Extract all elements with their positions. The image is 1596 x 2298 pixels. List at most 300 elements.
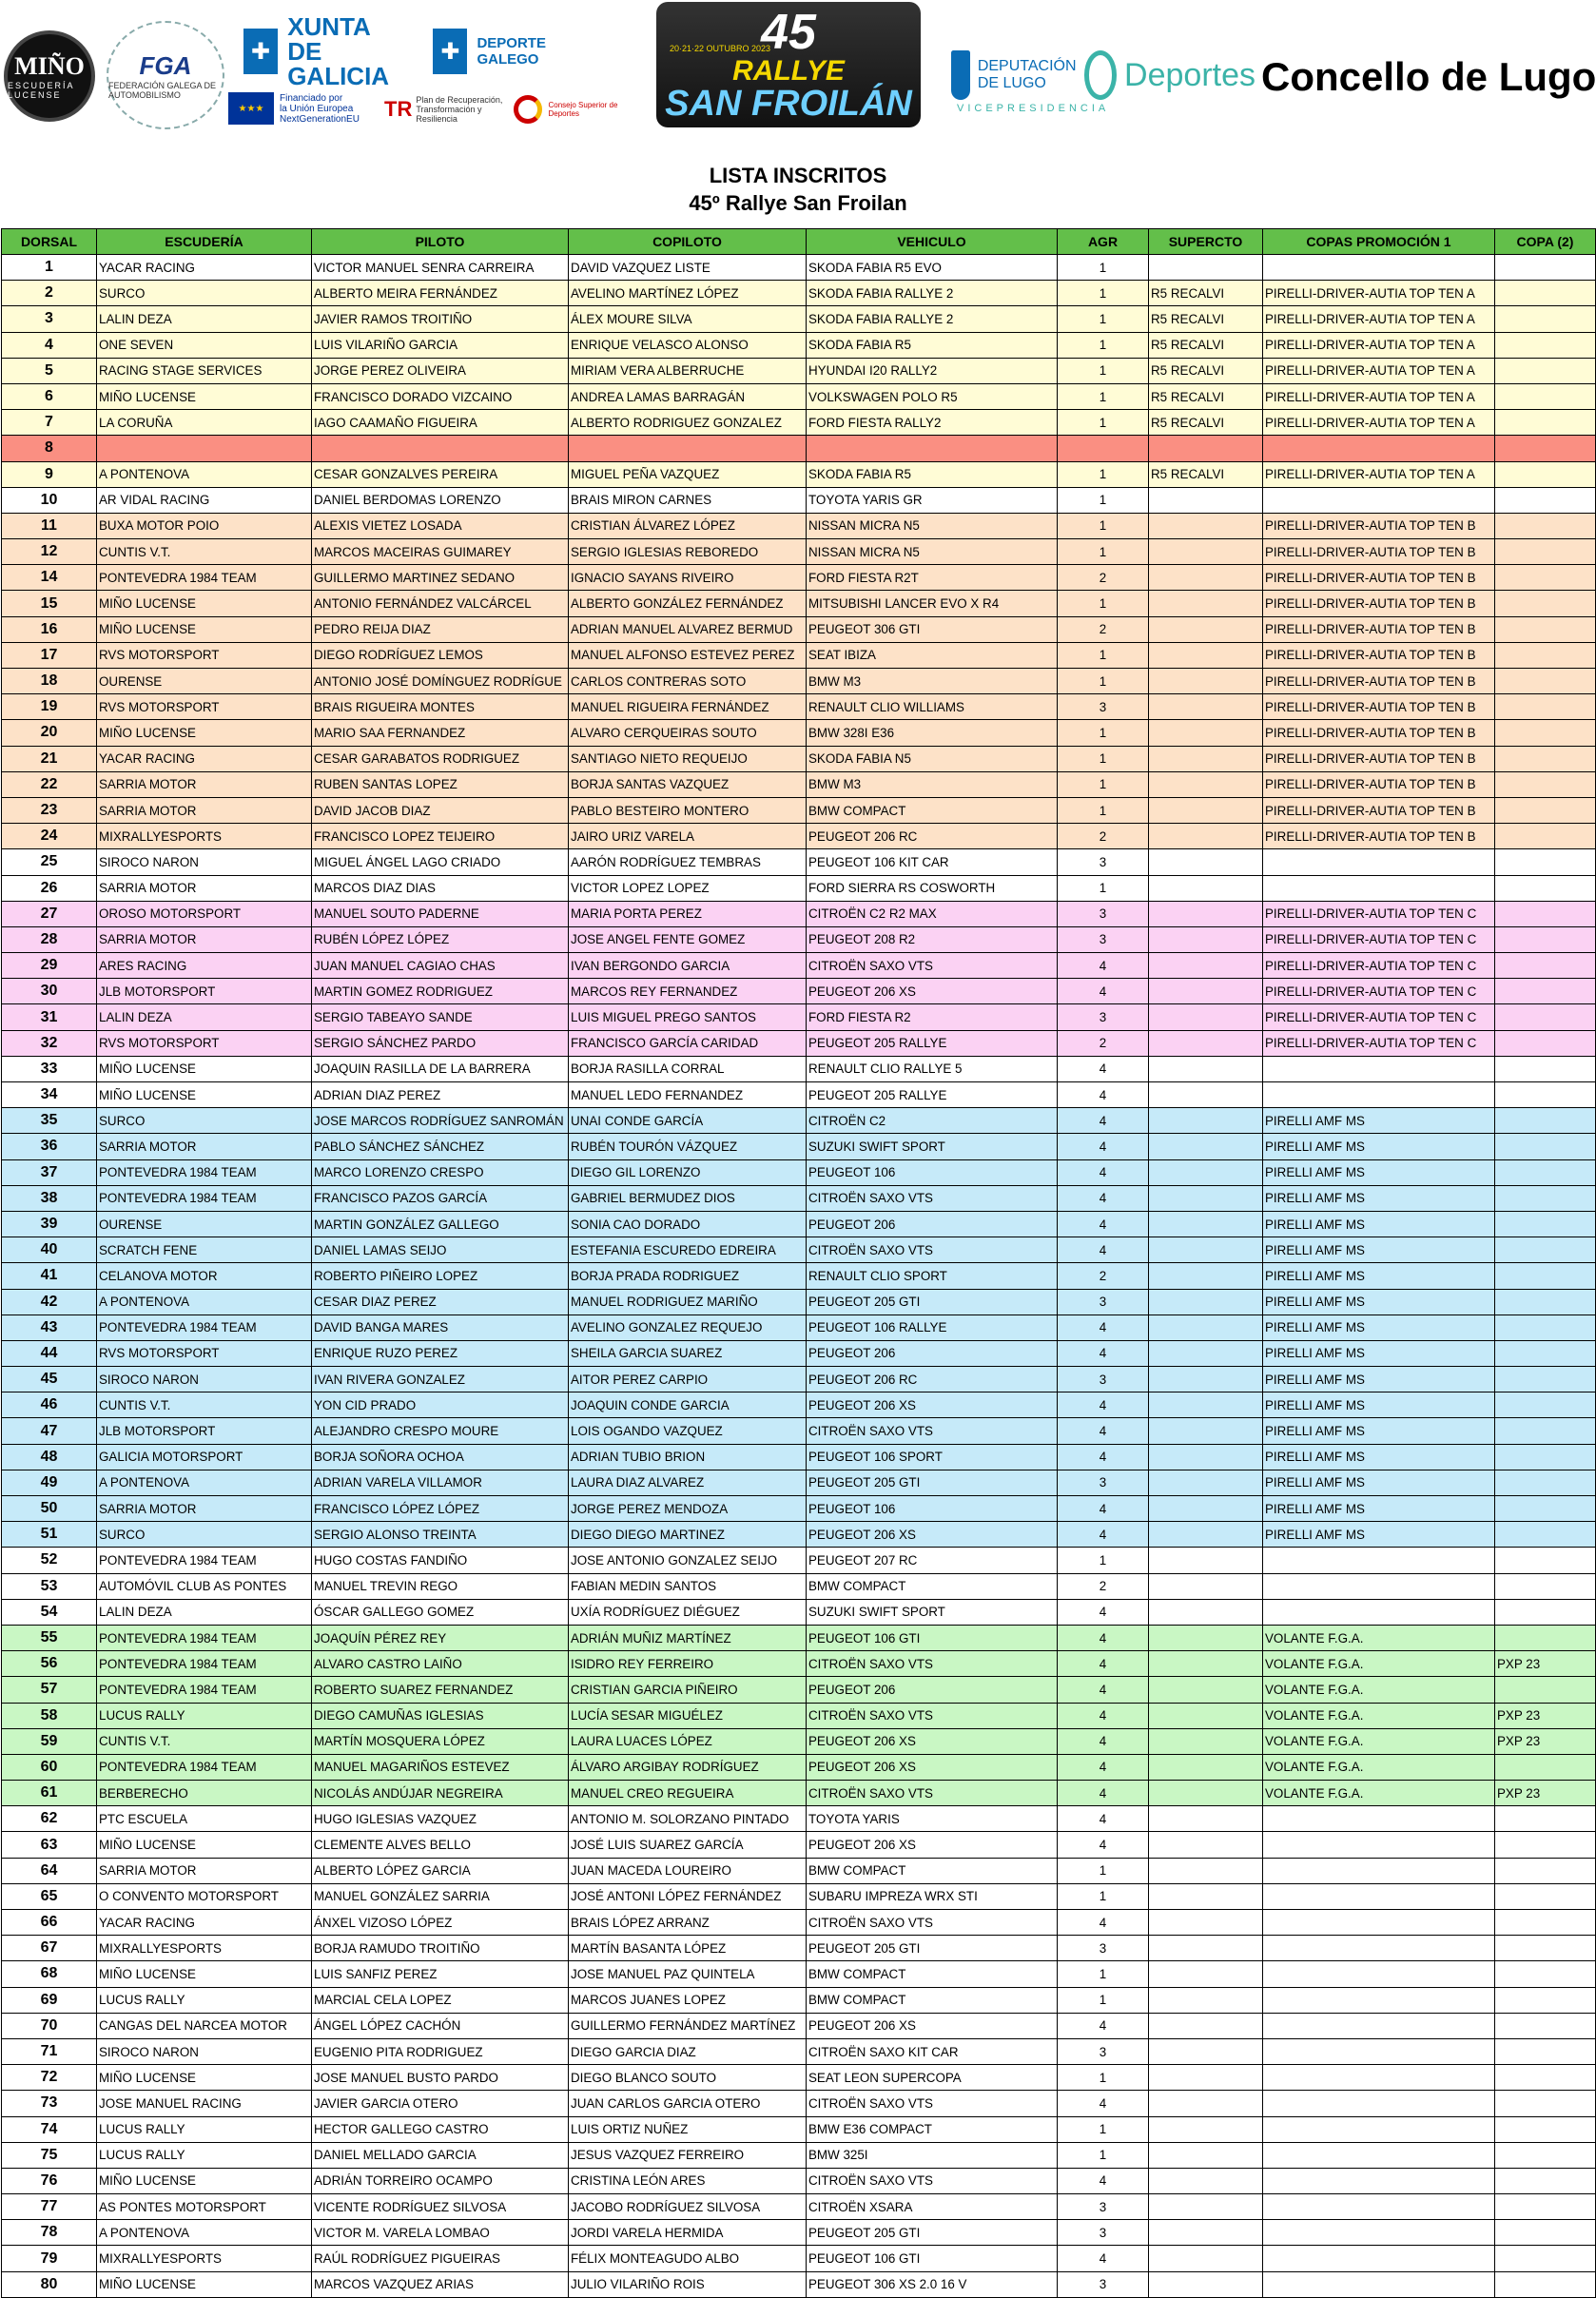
deportes-circles-icon <box>1084 50 1117 100</box>
cell-piloto: MANUEL MAGARIÑOS ESTEVEZ <box>312 1754 569 1780</box>
cell-vehiculo: PEUGEOT 206 XS <box>807 1832 1058 1858</box>
cell-escuderia: MIÑO LUCENSE <box>97 591 312 616</box>
cell-copa1 <box>1263 2091 1495 2116</box>
cell-copa2: PXP 23 <box>1495 1703 1596 1728</box>
cell-agr: 4 <box>1058 2168 1149 2193</box>
cell-escuderia: CUNTIS V.T. <box>97 539 312 565</box>
cell-vehiculo <box>807 436 1058 461</box>
cell-supercto <box>1149 1496 1263 1522</box>
cell-escuderia: PONTEVEDRA 1984 TEAM <box>97 1677 312 1703</box>
cell-piloto: DAVID JACOB DIAZ <box>312 797 569 823</box>
cell-copa2 <box>1495 306 1596 332</box>
table-row <box>2 1185 1596 1211</box>
rally-date: 20·21·22 OUTUBRO 2023 <box>670 44 771 53</box>
cell-dorsal: 47 <box>2 1418 97 1444</box>
cell-copiloto: JESUS VAZQUEZ FERREIRO <box>569 2142 807 2168</box>
cell-dorsal: 12 <box>2 539 97 565</box>
cell-copiloto: DIEGO GARCIA DIAZ <box>569 2038 807 2064</box>
cell-vehiculo: PEUGEOT 205 GTI <box>807 1470 1058 1495</box>
cell-copa1: PIRELLI-DRIVER-AUTIA TOP TEN B <box>1263 669 1495 694</box>
cell-supercto <box>1149 591 1263 616</box>
cell-piloto: ROBERTO SUAREZ FERNANDEZ <box>312 1677 569 1703</box>
cell-escuderia: SIROCO NARON <box>97 849 312 875</box>
cell-agr: 2 <box>1058 616 1149 642</box>
cell-escuderia: ONE SEVEN <box>97 332 312 358</box>
deputacion-crest-icon <box>951 50 970 100</box>
cell-copa2 <box>1495 1004 1596 1030</box>
cell-dorsal: 59 <box>2 1728 97 1754</box>
cell-escuderia: LALIN DEZA <box>97 306 312 332</box>
table-row <box>2 1522 1596 1548</box>
cell-escuderia: OURENSE <box>97 669 312 694</box>
cell-escuderia <box>97 436 312 461</box>
cell-copa2 <box>1495 1806 1596 1832</box>
cell-supercto <box>1149 1703 1263 1728</box>
cell-copa1 <box>1263 1082 1495 1108</box>
cell-dorsal: 80 <box>2 2271 97 2297</box>
cell-agr: 4 <box>1058 953 1149 979</box>
table-row <box>2 1367 1596 1392</box>
cell-agr: 4 <box>1058 1340 1149 1366</box>
cell-vehiculo: PEUGEOT 206 XS <box>807 2013 1058 2038</box>
cell-escuderia: CUNTIS V.T. <box>97 1392 312 1418</box>
cell-copiloto: JOSE MANUEL PAZ QUINTELA <box>569 1961 807 1987</box>
cell-dorsal: 21 <box>2 746 97 771</box>
cell-agr: 4 <box>1058 2091 1149 2116</box>
cell-piloto: ANTONIO FERNÁNDEZ VALCÁRCEL <box>312 591 569 616</box>
cell-agr: 1 <box>1058 1961 1149 1987</box>
cell-piloto: CESAR GARABATOS RODRIGUEZ <box>312 746 569 771</box>
cell-escuderia: PONTEVEDRA 1984 TEAM <box>97 1185 312 1211</box>
cell-copa2 <box>1495 2271 1596 2297</box>
cell-copa2 <box>1495 616 1596 642</box>
cell-copa1 <box>1263 1961 1495 1987</box>
cell-piloto: MIGUEL ÁNGEL LAGO CRIADO <box>312 849 569 875</box>
cell-copiloto: BRAIS MIRON CARNES <box>569 487 807 513</box>
cell-dorsal: 62 <box>2 1806 97 1832</box>
cell-agr: 1 <box>1058 1548 1149 1573</box>
col-piloto: PILOTO <box>312 229 569 255</box>
cell-copa2 <box>1495 746 1596 771</box>
cell-agr: 4 <box>1058 1651 1149 1677</box>
cell-vehiculo: SUZUKI SWIFT SPORT <box>807 1599 1058 1625</box>
cell-piloto: NICOLÁS ANDÚJAR NEGREIRA <box>312 1781 569 1806</box>
cell-escuderia: SARRIA MOTOR <box>97 1496 312 1522</box>
cell-piloto: JAVIER GARCIA OTERO <box>312 2091 569 2116</box>
cell-escuderia: LUCUS RALLY <box>97 2116 312 2142</box>
cell-copa2 <box>1495 1573 1596 1599</box>
cell-escuderia: ARES RACING <box>97 953 312 979</box>
cell-supercto <box>1149 926 1263 952</box>
cell-supercto <box>1149 1367 1263 1392</box>
cell-piloto: MARCO LORENZO CRESPO <box>312 1159 569 1185</box>
cell-copiloto <box>569 436 807 461</box>
cell-escuderia: PONTEVEDRA 1984 TEAM <box>97 1159 312 1185</box>
cell-agr: 1 <box>1058 642 1149 668</box>
cell-copiloto: MANUEL ALFONSO ESTEVEZ PEREZ <box>569 642 807 668</box>
cell-supercto <box>1149 746 1263 771</box>
cell-copiloto: LAURA DIAZ ALVAREZ <box>569 1470 807 1495</box>
table-row <box>2 461 1596 487</box>
cell-dorsal: 44 <box>2 1340 97 1366</box>
cell-copa2: PXP 23 <box>1495 1781 1596 1806</box>
table-row <box>2 849 1596 875</box>
cell-agr: 4 <box>1058 1237 1149 1263</box>
cell-copa1: PIRELLI AMF MS <box>1263 1418 1495 1444</box>
prtr-logo <box>384 93 508 126</box>
cell-dorsal: 43 <box>2 1315 97 1340</box>
table-row <box>2 487 1596 513</box>
eu-nextgen-logo <box>228 89 380 127</box>
cell-dorsal: 25 <box>2 849 97 875</box>
cell-copa2 <box>1495 461 1596 487</box>
cell-copiloto: GABRIEL BERMUDEZ DIOS <box>569 1185 807 1211</box>
cell-copa2: PXP 23 <box>1495 1651 1596 1677</box>
cell-copiloto: JACOBO RODRÍGUEZ SILVOSA <box>569 2194 807 2220</box>
cell-dorsal: 34 <box>2 1082 97 1108</box>
table-row <box>2 539 1596 565</box>
cell-copa1: PIRELLI-DRIVER-AUTIA TOP TEN B <box>1263 720 1495 746</box>
cell-piloto: ALBERTO MEIRA FERNÁNDEZ <box>312 281 569 306</box>
cell-piloto: DANIEL LAMAS SEIJO <box>312 1237 569 1263</box>
table-row <box>2 694 1596 720</box>
cell-copiloto: ADRIAN TUBIO BRION <box>569 1444 807 1470</box>
cell-dorsal: 17 <box>2 642 97 668</box>
cell-copa1 <box>1263 1573 1495 1599</box>
cell-copa1: PIRELLI-DRIVER-AUTIA TOP TEN C <box>1263 1004 1495 1030</box>
cell-copiloto: JUAN MACEDA LOUREIRO <box>569 1858 807 1883</box>
cell-piloto: HECTOR GALLEGO CASTRO <box>312 2116 569 2142</box>
fga-logo-text: FEDERACIÓN GALEGA DE AUTOMOBILISMO <box>108 80 217 100</box>
cell-copa2 <box>1495 1392 1596 1418</box>
cell-escuderia: RVS MOTORSPORT <box>97 1340 312 1366</box>
cell-agr: 1 <box>1058 2065 1149 2091</box>
cell-copa2 <box>1495 1367 1596 1392</box>
cell-agr: 1 <box>1058 720 1149 746</box>
table-row <box>2 565 1596 591</box>
cell-dorsal: 51 <box>2 1522 97 1548</box>
cell-copa1: PIRELLI-DRIVER-AUTIA TOP TEN C <box>1263 926 1495 952</box>
cell-copa1 <box>1263 2038 1495 2064</box>
table-row <box>2 1703 1596 1728</box>
cell-vehiculo: CITROËN SAXO VTS <box>807 1781 1058 1806</box>
cell-supercto <box>1149 2116 1263 2142</box>
cell-agr: 1 <box>1058 591 1149 616</box>
cell-copa2 <box>1495 720 1596 746</box>
cell-supercto <box>1149 1625 1263 1650</box>
cell-agr: 4 <box>1058 1728 1149 1754</box>
cell-supercto <box>1149 953 1263 979</box>
cell-copa1 <box>1263 1987 1495 2013</box>
table-body <box>2 255 1596 2298</box>
cell-copiloto: JOSÉ ANTONI LÓPEZ FERNÁNDEZ <box>569 1883 807 1909</box>
cell-dorsal: 57 <box>2 1677 97 1703</box>
cell-dorsal: 58 <box>2 1703 97 1728</box>
cell-copiloto: FÉLIX MONTEAGUDO ALBO <box>569 2246 807 2271</box>
cell-copa2 <box>1495 1237 1596 1263</box>
cell-agr: 3 <box>1058 2220 1149 2246</box>
cell-copa1: PIRELLI-DRIVER-AUTIA TOP TEN B <box>1263 771 1495 797</box>
cell-dorsal: 18 <box>2 669 97 694</box>
cell-piloto: JOSE MARCOS RODRÍGUEZ SANROMÁN <box>312 1108 569 1134</box>
cell-escuderia: SCRATCH FENE <box>97 1237 312 1263</box>
cell-escuderia: MIÑO LUCENSE <box>97 2168 312 2193</box>
cell-piloto: VICENTE RODRÍGUEZ SILVOSA <box>312 2194 569 2220</box>
cell-piloto: MARTIN GONZÁLEZ GALLEGO <box>312 1211 569 1237</box>
cell-copiloto: AARÓN RODRÍGUEZ TEMBRAS <box>569 849 807 875</box>
cell-agr: 2 <box>1058 824 1149 849</box>
cell-supercto <box>1149 1211 1263 1237</box>
cell-piloto: MARCOS VAZQUEZ ARIAS <box>312 2271 569 2297</box>
cell-escuderia: SURCO <box>97 281 312 306</box>
cell-piloto: ALEXIS VIETEZ LOSADA <box>312 513 569 538</box>
cell-copiloto: VICTOR LOPEZ LOPEZ <box>569 875 807 901</box>
cell-copa2 <box>1495 1315 1596 1340</box>
cell-agr: 4 <box>1058 1108 1149 1134</box>
cell-piloto: ANTONIO JOSÉ DOMÍNGUEZ RODRÍGUE <box>312 669 569 694</box>
cell-agr: 1 <box>1058 2116 1149 2142</box>
cell-escuderia: LUCUS RALLY <box>97 2142 312 2168</box>
cell-vehiculo: CITROËN SAXO VTS <box>807 1185 1058 1211</box>
cell-vehiculo: PEUGEOT 106 <box>807 1159 1058 1185</box>
table-row <box>2 2168 1596 2193</box>
cell-copa1: PIRELLI AMF MS <box>1263 1522 1495 1548</box>
cell-copa2 <box>1495 1936 1596 1961</box>
cell-copa1 <box>1263 487 1495 513</box>
cell-copa2 <box>1495 1444 1596 1470</box>
cell-vehiculo: PEUGEOT 106 GTI <box>807 1625 1058 1650</box>
cell-copa1: PIRELLI-DRIVER-AUTIA TOP TEN A <box>1263 358 1495 383</box>
cell-dorsal: 7 <box>2 410 97 436</box>
cell-copa2 <box>1495 1625 1596 1650</box>
csd-logo <box>514 91 618 127</box>
xunta-line1: XUNTA <box>287 12 371 41</box>
cell-supercto <box>1149 2220 1263 2246</box>
cell-dorsal: 27 <box>2 901 97 926</box>
cell-copa2 <box>1495 1340 1596 1366</box>
cell-supercto <box>1149 1961 1263 1987</box>
cell-copiloto: JUAN CARLOS GARCIA OTERO <box>569 2091 807 2116</box>
cell-dorsal: 75 <box>2 2142 97 2168</box>
cell-copa1: PIRELLI-DRIVER-AUTIA TOP TEN B <box>1263 616 1495 642</box>
table-row <box>2 1910 1596 1936</box>
cell-supercto <box>1149 539 1263 565</box>
cell-copa1: PIRELLI AMF MS <box>1263 1108 1495 1134</box>
cell-dorsal: 50 <box>2 1496 97 1522</box>
table-row <box>2 2038 1596 2064</box>
cell-copa1: PIRELLI AMF MS <box>1263 1289 1495 1315</box>
cell-agr: 1 <box>1058 669 1149 694</box>
cell-piloto: IAGO CAAMAÑO FIGUEIRA <box>312 410 569 436</box>
cell-dorsal: 69 <box>2 1987 97 2013</box>
cell-copa2 <box>1495 797 1596 823</box>
cell-escuderia: MIÑO LUCENSE <box>97 616 312 642</box>
cell-copiloto: ADRIÁN MUÑIZ MARTÍNEZ <box>569 1625 807 1650</box>
cell-copa2 <box>1495 1185 1596 1211</box>
cell-copiloto: PABLO BESTEIRO MONTERO <box>569 797 807 823</box>
table-row <box>2 953 1596 979</box>
cell-agr: 3 <box>1058 1004 1149 1030</box>
xunta-galicia-logo <box>243 12 546 90</box>
cell-copa1: VOLANTE F.G.A. <box>1263 1625 1495 1650</box>
table-row <box>2 436 1596 461</box>
eu-line3: NextGenerationEU <box>280 113 360 125</box>
cell-piloto: ADRIAN DIAZ PEREZ <box>312 1082 569 1108</box>
cell-copa2 <box>1495 901 1596 926</box>
cell-dorsal: 54 <box>2 1599 97 1625</box>
cell-supercto <box>1149 2246 1263 2271</box>
cell-copiloto: DAVID VAZQUEZ LISTE <box>569 255 807 281</box>
cell-copa2 <box>1495 2220 1596 2246</box>
cell-vehiculo: CITROËN SAXO VTS <box>807 1651 1058 1677</box>
cell-copiloto: DIEGO BLANCO SOUTO <box>569 2065 807 2091</box>
cell-copa2 <box>1495 1883 1596 1909</box>
cell-piloto: JUAN MANUEL CAGIAO CHAS <box>312 953 569 979</box>
cell-vehiculo: RENAULT CLIO WILLIAMS <box>807 694 1058 720</box>
cell-copa2 <box>1495 1082 1596 1108</box>
cell-copa1: PIRELLI AMF MS <box>1263 1263 1495 1289</box>
cell-copa2 <box>1495 1548 1596 1573</box>
cell-copa1 <box>1263 2065 1495 2091</box>
cell-vehiculo: BMW COMPACT <box>807 1858 1058 1883</box>
cell-copa1: PIRELLI AMF MS <box>1263 1211 1495 1237</box>
cell-dorsal: 56 <box>2 1651 97 1677</box>
table-row <box>2 1340 1596 1366</box>
cell-escuderia: MIXRALLYESPORTS <box>97 2246 312 2271</box>
cell-escuderia: MIÑO LUCENSE <box>97 1056 312 1081</box>
cell-copa2 <box>1495 1599 1596 1625</box>
cell-agr: 3 <box>1058 694 1149 720</box>
table-row <box>2 1573 1596 1599</box>
cell-copiloto: CRISTINA LEÓN ARES <box>569 2168 807 2193</box>
cell-copiloto: MANUEL RIGUEIRA FERNÁNDEZ <box>569 694 807 720</box>
cell-piloto: ÁNXEL VIZOSO LÓPEZ <box>312 1910 569 1936</box>
cell-copa1: VOLANTE F.G.A. <box>1263 1677 1495 1703</box>
cell-copa2 <box>1495 1522 1596 1548</box>
cell-piloto: MARIO SAA FERNANDEZ <box>312 720 569 746</box>
cell-copa2 <box>1495 1832 1596 1858</box>
cell-copa2 <box>1495 1496 1596 1522</box>
cell-agr: 1 <box>1058 281 1149 306</box>
table-row <box>2 1392 1596 1418</box>
cell-dorsal: 4 <box>2 332 97 358</box>
cell-escuderia: SARRIA MOTOR <box>97 1134 312 1159</box>
cell-piloto: ALVARO CASTRO LAIÑO <box>312 1651 569 1677</box>
cell-copa2 <box>1495 2142 1596 2168</box>
cell-copiloto: SERGIO IGLESIAS REBOREDO <box>569 539 807 565</box>
cell-piloto: LUIS VILARIÑO GARCIA <box>312 332 569 358</box>
table-row <box>2 1030 1596 1056</box>
cell-copa1: PIRELLI-DRIVER-AUTIA TOP TEN C <box>1263 1030 1495 1056</box>
table-row <box>2 1159 1596 1185</box>
cell-escuderia: MIXRALLYESPORTS <box>97 1936 312 1961</box>
cell-escuderia: LA CORUÑA <box>97 410 312 436</box>
cell-copa1: PIRELLI AMF MS <box>1263 1185 1495 1211</box>
cell-supercto <box>1149 849 1263 875</box>
cell-vehiculo: BMW M3 <box>807 771 1058 797</box>
cell-copa1 <box>1263 849 1495 875</box>
cell-escuderia: O CONVENTO MOTORSPORT <box>97 1883 312 1909</box>
table-row <box>2 2142 1596 2168</box>
cell-piloto: VICTOR M. VARELA LOMBAO <box>312 2220 569 2246</box>
cell-vehiculo: PEUGEOT 106 KIT CAR <box>807 849 1058 875</box>
cell-dorsal: 68 <box>2 1961 97 1987</box>
cell-escuderia: SARRIA MOTOR <box>97 1858 312 1883</box>
cell-escuderia: RVS MOTORSPORT <box>97 642 312 668</box>
table-row <box>2 1728 1596 1754</box>
rally-name: SAN FROILÁN <box>665 84 912 124</box>
table-row <box>2 979 1596 1004</box>
cell-copa2 <box>1495 358 1596 383</box>
cell-escuderia: SARRIA MOTOR <box>97 875 312 901</box>
cell-escuderia: PONTEVEDRA 1984 TEAM <box>97 1315 312 1340</box>
cell-piloto: BRAIS RIGUEIRA MONTES <box>312 694 569 720</box>
cell-copa1 <box>1263 1832 1495 1858</box>
cell-copa1: PIRELLI AMF MS <box>1263 1444 1495 1470</box>
cell-vehiculo: BMW E36 COMPACT <box>807 2116 1058 2142</box>
cell-dorsal: 35 <box>2 1108 97 1134</box>
table-row <box>2 1883 1596 1909</box>
cell-dorsal: 53 <box>2 1573 97 1599</box>
cell-copa1: PIRELLI AMF MS <box>1263 1159 1495 1185</box>
cell-copiloto: SONIA CAO DORADO <box>569 1211 807 1237</box>
cell-copiloto: IVAN BERGONDO GARCIA <box>569 953 807 979</box>
table-row <box>2 2194 1596 2220</box>
cell-piloto: PABLO SÁNCHEZ SÁNCHEZ <box>312 1134 569 1159</box>
cell-copa1: PIRELLI-DRIVER-AUTIA TOP TEN B <box>1263 746 1495 771</box>
cell-vehiculo: SUZUKI SWIFT SPORT <box>807 1134 1058 1159</box>
cell-agr: 1 <box>1058 771 1149 797</box>
table-row <box>2 797 1596 823</box>
cell-vehiculo: PEUGEOT 208 R2 <box>807 926 1058 952</box>
cell-copa2 <box>1495 281 1596 306</box>
cell-escuderia: PONTEVEDRA 1984 TEAM <box>97 1625 312 1650</box>
cell-dorsal: 30 <box>2 979 97 1004</box>
cell-vehiculo: BMW COMPACT <box>807 1573 1058 1599</box>
cell-supercto <box>1149 1237 1263 1263</box>
table-row <box>2 358 1596 383</box>
cell-dorsal: 39 <box>2 1211 97 1237</box>
cell-piloto: LUIS SANFIZ PEREZ <box>312 1961 569 1987</box>
table-row <box>2 1987 1596 2013</box>
table-row <box>2 824 1596 849</box>
cell-supercto <box>1149 513 1263 538</box>
cell-piloto: GUILLERMO MARTINEZ SEDANO <box>312 565 569 591</box>
mino-logo-subtext: ESCUDERÍA LUCENSE <box>8 81 75 100</box>
table-row <box>2 281 1596 306</box>
cell-dorsal: 77 <box>2 2194 97 2220</box>
table-row <box>2 1806 1596 1832</box>
cell-copa1 <box>1263 1858 1495 1883</box>
col-escuderia: ESCUDERÍA <box>97 229 312 255</box>
table-row <box>2 1651 1596 1677</box>
cell-copiloto: ANTONIO M. SOLORZANO PINTADO <box>569 1806 807 1832</box>
cell-copa2 <box>1495 1134 1596 1159</box>
cell-copa2 <box>1495 255 1596 281</box>
cell-supercto <box>1149 1573 1263 1599</box>
cell-vehiculo: BMW COMPACT <box>807 1961 1058 1987</box>
cell-copa1: PIRELLI-DRIVER-AUTIA TOP TEN A <box>1263 461 1495 487</box>
cell-agr: 4 <box>1058 1185 1149 1211</box>
xunta-cross-icon: ✚ <box>243 29 278 74</box>
cell-dorsal: 65 <box>2 1883 97 1909</box>
cell-supercto <box>1149 1883 1263 1909</box>
cell-copa2 <box>1495 1470 1596 1495</box>
cell-vehiculo: FORD SIERRA RS COSWORTH <box>807 875 1058 901</box>
deputacion-line2: DE LUGO <box>977 75 1046 91</box>
cell-piloto: ALEJANDRO CRESPO MOURE <box>312 1418 569 1444</box>
cell-vehiculo: BMW 325I <box>807 2142 1058 2168</box>
